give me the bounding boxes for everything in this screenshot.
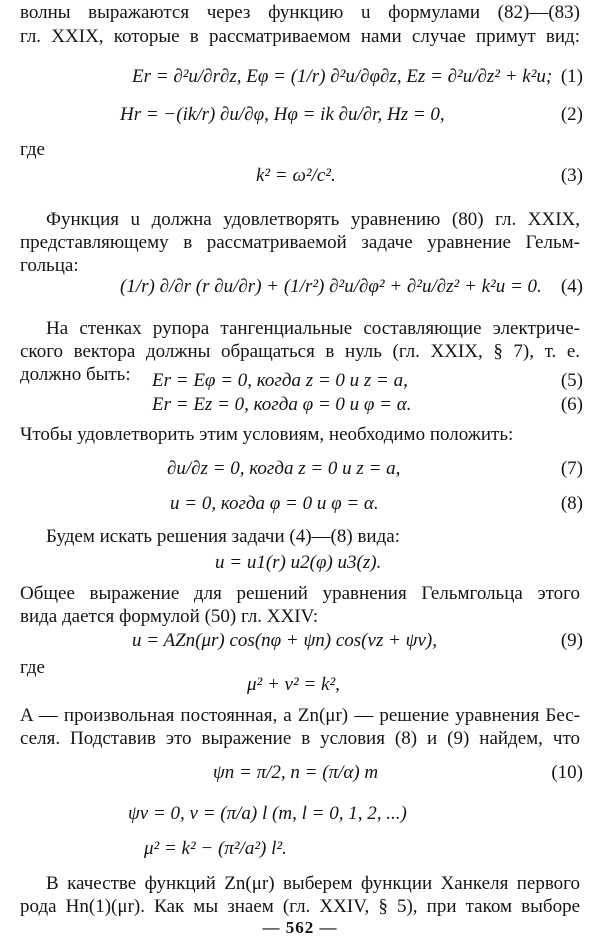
- equation-4: (1/r) ∂/∂r (r ∂u/∂r) + (1/r²) ∂²u/∂φ² + ∂²u/∂z² + k²u = 0.: [120, 276, 542, 297]
- equation-dispersion: μ² + ν² = k²,: [247, 674, 340, 695]
- text-line-9: должно быть:: [20, 364, 131, 385]
- text-line-5: представляющему в рассматриваемой задаче уравнение Гельм-: [20, 232, 580, 253]
- equation-number-3: (3): [560, 165, 583, 186]
- equation-8: u = 0, когда φ = 0 и φ = α.: [170, 493, 379, 514]
- equation-number-10: (10): [551, 762, 583, 783]
- equation-psi-nu: ψν = 0, ν = (π/a) l (m, l = 0, 1, 2, ...): [128, 803, 407, 824]
- text-line-18: рода Hn(1)(μr). Как мы знаем (гл. XXIV, § 5), при таком выборе: [20, 896, 580, 917]
- equation-3: k² = ω²/c².: [256, 165, 336, 186]
- equation-number-4: (4): [560, 276, 583, 297]
- text-line-7: На стенках рупора тангенциальные составляющие электриче-: [46, 318, 580, 339]
- text-line-15: A — произвольная постоянная, а Zn(μr) — решение уравнения Бес-: [20, 705, 580, 726]
- equation-6: Er = Ez = 0, когда φ = 0 и φ = α.: [152, 394, 412, 415]
- equation-5: Er = Eφ = 0, когда z = 0 и z = a,: [152, 370, 408, 391]
- equation-1: Er = ∂²u/∂r∂z, Eφ = (1/r) ∂²u/∂φ∂z, Ez = ∂²u/∂z² + k²u;: [132, 66, 553, 87]
- equation-number-8: (8): [560, 493, 583, 514]
- equation-number-2: (2): [560, 104, 583, 125]
- page-number: — 562 —: [262, 918, 338, 937]
- text-line-17: В качестве функций Zn(μr) выберем функции Ханкеля первого: [46, 873, 580, 894]
- text-line-1: волны выражаются через функцию u формулами (82)—(83): [20, 2, 580, 23]
- text-line-2: гл. XXIX, которые в рассматриваемом нами случае примут вид:: [20, 26, 580, 47]
- text-line-10: Чтобы удовлетворить этим условиям, необходимо положить:: [20, 424, 514, 445]
- text-line-13: вида дается формулой (50) гл. XXIV:: [20, 606, 319, 627]
- equation-number-9: (9): [560, 630, 583, 651]
- text-line-14: где: [20, 657, 45, 678]
- text-line-6: гольца:: [20, 255, 79, 276]
- equation-number-6: (6): [560, 394, 583, 415]
- equation-mu-squared: μ² = k² − (π²/a²) l².: [144, 838, 287, 859]
- equation-number-7: (7): [560, 458, 583, 479]
- equation-2: Hr = −(ik/r) ∂u/∂φ, Hφ = ik ∂u/∂r, Hz = 0,: [120, 104, 445, 125]
- text-line-16: селя. Подставив это выражение в условия (8) и (9) найдем, что: [20, 728, 580, 749]
- equation-number-1: (1): [560, 66, 583, 87]
- equation-10: ψn = π/2, n = (π/α) m: [213, 762, 379, 783]
- equation-number-5: (5): [560, 370, 583, 391]
- text-line-12: Общее выражение для решений уравнения Гельмгольца этого: [20, 583, 580, 604]
- equation-9: u = AZn(μr) cos(nφ + ψn) cos(νz + ψν),: [132, 630, 437, 651]
- text-line-3: где: [20, 139, 45, 160]
- text-line-4: Функция u должна удовлетворять уравнению (80) гл. XXIX,: [46, 209, 580, 230]
- text-line-8: ского вектора должны обращаться в нуль (гл. XXIX, § 7), т. е.: [20, 341, 580, 362]
- text-line-11: Будем искать решения задачи (4)—(8) вида:: [46, 526, 400, 547]
- equation-7: ∂u/∂z = 0, когда z = 0 и z = a,: [167, 458, 401, 479]
- equation-separable-form: u = u1(r) u2(φ) u3(z).: [215, 552, 382, 573]
